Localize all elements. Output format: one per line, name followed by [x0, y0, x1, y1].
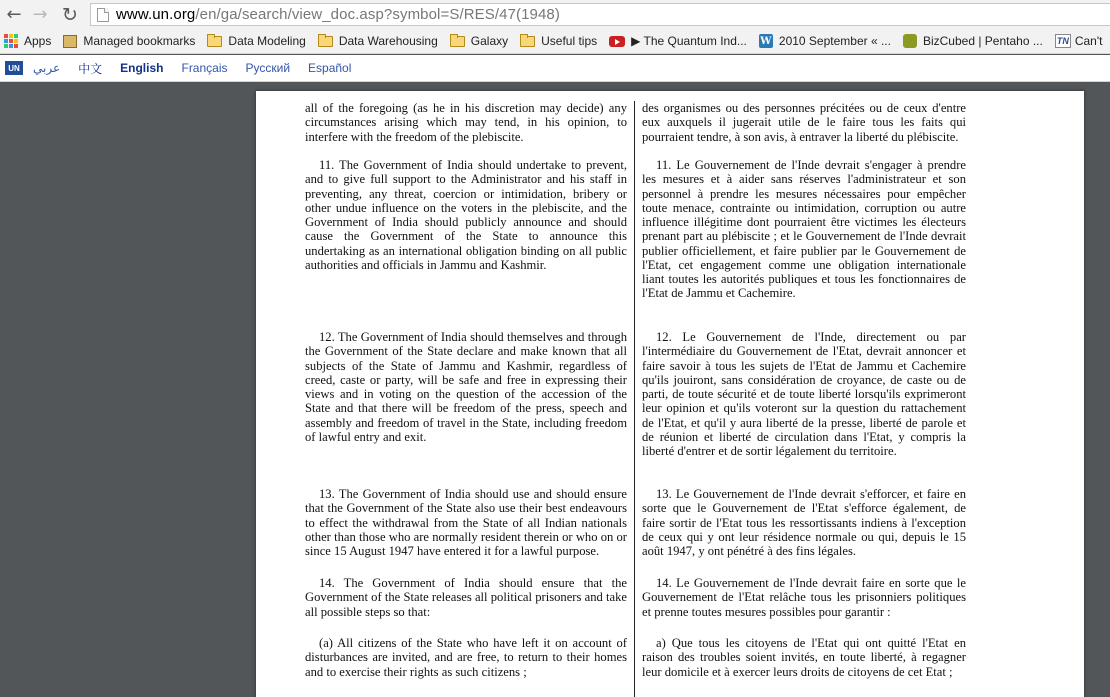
bookmark-label: Managed bookmarks — [83, 34, 196, 48]
bookmark-quantum[interactable] — [609, 31, 747, 51]
back-arrow-icon[interactable]: ← — [6, 4, 22, 25]
paragraph-continued-fr — [642, 101, 966, 144]
folder-icon — [520, 36, 535, 47]
wordpress-icon: W — [760, 35, 772, 47]
paragraph-text: 11. Le Gouvernement de l'Inde devrait s'engager à prendre les mesures et à aider sans réserves l'administrateur et son personnel à prendre les mesures nécessaires pour empêcher toute menace, contrainte ou intimidation, corruption ou autre influence illégitime dont pourraient être victimes les électeurs prenant part au plébiscite ; et le Gouvernement de l'Inde devrait publier officiellement, et faire publier par le Gouvernement de l'Etat, cet engagement comme une obligation internationale liant toutes les autorités publiques et tous les fonctionnaires de l'Etat de Jammu et Cachemire. — [642, 158, 966, 301]
youtube-icon — [609, 36, 625, 47]
bookmarks-bar — [0, 29, 1110, 54]
column-divider — [634, 101, 635, 697]
folder-icon — [207, 36, 222, 47]
paragraph-text: 13. Le Gouvernement de l'Inde devrait s'efforcer, et faire en sorte que le Gouvernement de l'Etat s'efforce également, de faire sortir de l'Etat tous les ressortissants indiens à l'exception de ceux qui y ont leur résidence normale ou qui, depuis le 15 août 1947, y ont pénétré à des fins légales. — [642, 487, 966, 558]
bookmark-galaxy[interactable] — [450, 31, 508, 51]
paragraph-12-en — [305, 330, 627, 444]
paragraph-text: (a) All citizens of the State who have left it on account of disturbances are invited, and are free, to return to their homes and to exercise their rights as such citizens ; — [305, 636, 627, 679]
lang-spanish[interactable]: Español — [308, 61, 352, 75]
lang-russian[interactable]: Русский — [245, 61, 291, 75]
browser-toolbar — [0, 0, 1110, 29]
language-bar — [0, 55, 1110, 82]
lang-chinese[interactable]: 中文 — [78, 61, 103, 76]
apps-grid-icon — [4, 34, 18, 48]
bookmark-label: Apps — [24, 34, 52, 48]
lang-french[interactable]: Français — [181, 61, 228, 75]
paragraph-11-en — [305, 158, 627, 272]
pdf-viewer[interactable] — [0, 83, 1110, 697]
paragraph-text: a) Que tous les citoyens de l'Etat qui ont quitté l'Etat en raison des troubles soient invités, en toute liberté, à regagner leur domicile et à exercer leurs droits de citoyens de cet Etat ; — [642, 636, 966, 679]
paragraph-text: 11. The Government of India should undertake to prevent, and to give full support to the Administrator and his staff in preventing, any threat, coercion or intimidation, bribery or other undue influence on the voters in the plebiscite, and the Government of India should publicly announce and should cause the Government of the State to announce this undertaking as an international obligation binding on all public authorities and officials in Jammu and Kashmir. — [305, 158, 627, 272]
bookmark-cant[interactable] — [1055, 31, 1103, 51]
reload-icon[interactable]: ↻ — [62, 3, 78, 26]
bookmark-managed[interactable] — [63, 31, 195, 51]
paragraph-14a-fr — [642, 636, 966, 679]
paragraph-12-fr — [642, 330, 966, 458]
bookmark-bizcubed[interactable] — [903, 31, 1043, 51]
bookmark-label: Useful tips — [541, 34, 598, 48]
bookmark-data-warehousing[interactable] — [318, 31, 438, 51]
paragraph-text: all of the foregoing (as he in his discretion may decide) any circumstances arising which may tend, in his opinion, to interfere with the freedom of the plebiscite. — [305, 101, 627, 144]
paragraph-14-en — [305, 576, 627, 619]
bookmark-data-modeling[interactable] — [207, 31, 305, 51]
managed-bookmarks-icon — [63, 35, 77, 48]
url-path: /en/ga/search/view_doc.asp?symbol=S/RES/47(1948) — [195, 6, 560, 23]
bookmark-label: Data Modeling — [228, 34, 306, 48]
folder-icon — [318, 36, 333, 47]
url-host: www.un.org — [116, 6, 196, 23]
lang-arabic[interactable]: عربي — [33, 61, 61, 75]
paragraph-14a-en — [305, 636, 627, 679]
paragraph-text: 14. The Government of India should ensure that the Government of the State releases all political prisoners and take all possible steps so that: — [305, 576, 627, 619]
address-bar[interactable] — [90, 3, 1110, 26]
paragraph-text: des organismes ou des personnes précitées ou de ceux d'entre eux auxquels il jugerait utile de le faire tous les faits qui pourraient tendre, à son avis, à entraver la liberté du plébiscite. — [642, 101, 966, 144]
bookmark-2010-september[interactable] — [759, 31, 891, 51]
bookmark-label: BizCubed | Pentaho ... — [922, 34, 1043, 48]
paragraph-continued-en — [305, 101, 627, 144]
paragraph-11-fr — [642, 158, 966, 301]
paragraph-text: 12. Le Gouvernement de l'Inde, directement ou par l'intermédiaire du Gouvernement de l'Etat, devrait annoncer et faire savoir à tous les sujets de l'Etat de Jammu et Cachemire qu'ils jouiront, sans considération de croyance, de caste ou de parti, de toute sécurité et de toute liberté lorsqu'ils exprimeront leur opinion et qu'ils voteront sur la question du rattachement de l'Etat, et qu'il y aura liberté de la presse, liberté de parole et de réunion et liberté de circulation dans l'Etat, y compris la liberté d'entrer et de sortir légalement du territoire. — [642, 330, 966, 458]
bookmark-apps[interactable] — [0, 31, 51, 51]
tn-icon: TN — [1056, 36, 1069, 46]
bookmark-useful-tips[interactable] — [520, 31, 597, 51]
bookmark-label: ▶ The Quantum Ind... — [631, 34, 747, 48]
paragraph-text: 13. The Government of India should use and should ensure that the Government of the State also use their best endeavours to effect the withdrawal from the State of all Indian nationals other than those who are normally resident therein or who on or since 15 August 1947 have entered it for a lawful purpose. — [305, 487, 627, 558]
bookmark-label: Can't — [1074, 34, 1103, 48]
url-text[interactable] — [116, 6, 560, 23]
paragraph-13-fr — [642, 487, 966, 558]
bizcubed-icon — [903, 34, 917, 48]
un-logo-icon[interactable]: UN — [5, 61, 23, 75]
paragraph-14-fr — [642, 576, 966, 619]
paragraph-text: 12. The Government of India should themselves and through the Government of the State declare and make known that all subjects of the State of Jammu and Kashmir, regardless of creed, caste or party, will be safe and free in expressing their views and in voting on the question of the accession of the State and that there will be freedom of the press, speech and assembly and freedom of travel in the State, including freedom of lawful entry and exit. — [305, 330, 627, 444]
paragraph-13-en — [305, 487, 627, 558]
document-page — [256, 91, 1084, 697]
page-icon — [97, 8, 109, 22]
bookmark-label: Data Warehousing — [338, 34, 438, 48]
bookmark-label: 2010 September « ... — [778, 34, 891, 48]
bookmark-label: Galaxy — [470, 34, 509, 48]
paragraph-text: 14. Le Gouvernement de l'Inde devrait faire en sorte que le Gouvernement de l'Etat relâche tous les prisonniers politiques et prenne toutes mesures possibles pour garantir : — [642, 576, 966, 619]
forward-arrow-icon[interactable]: → — [32, 4, 48, 25]
lang-english[interactable]: English — [120, 61, 164, 75]
folder-icon — [450, 36, 465, 47]
